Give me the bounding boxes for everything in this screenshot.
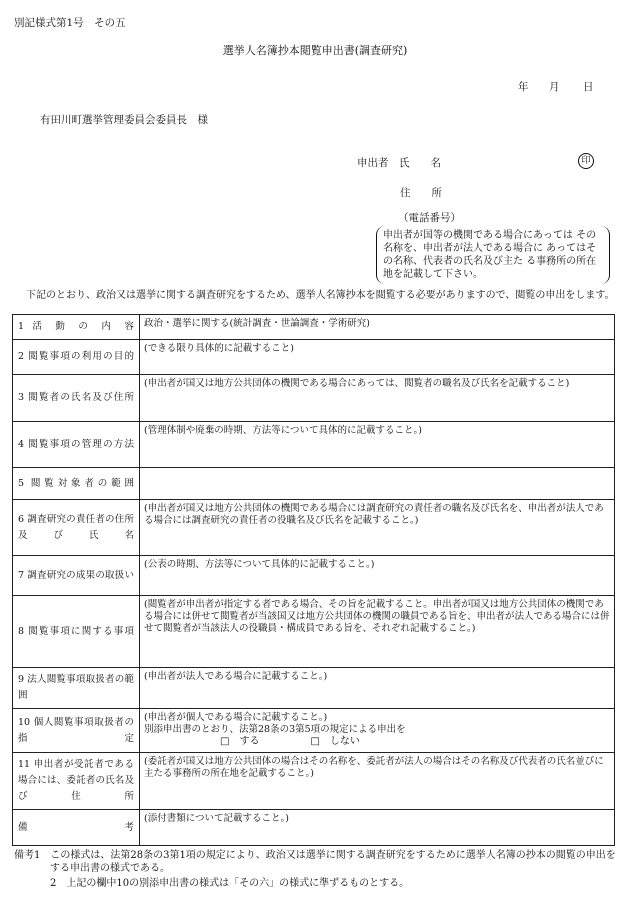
applicant-phone-label: （電話番号） <box>398 212 461 224</box>
date-month: 月 <box>549 81 560 93</box>
row-label: 4 閲覧事項の管理の方法 <box>13 422 140 468</box>
table-row <box>13 375 615 422</box>
table-row <box>13 709 615 753</box>
row-content[interactable] <box>140 468 615 500</box>
row-content[interactable]: (管理体制や廃棄の時期、方法等について具体的に記載すること。) <box>140 422 615 468</box>
applicant-note: 申出者が国等の機関である場合にあっては その名称を、申出者が法人である場合に あってはその名称、代表者の氏名及び主た る事務所の所在地を記載して下さい。 <box>376 226 610 284</box>
table-row <box>13 500 615 556</box>
row-content[interactable]: (閲覧者が申出者が指定する者である場合、その旨を記載すること。申出者が国又は地方公共団体の機関である場合には併せて閲覧者が当該国又は地方公共団体の機関の職員である旨を、申出者が法人である場合には併せて閲覧者が当該法人の役職員・構成員である旨を、それぞれ記載すること。) <box>140 596 615 668</box>
row-label: 11 申出者が受託者である場合には、委託者の氏名及び住所 <box>13 753 140 810</box>
date-year: 年 <box>518 81 529 93</box>
table-row <box>13 596 615 668</box>
form-number: 別記様式第1号 その五 <box>14 17 126 29</box>
row-content[interactable]: (申出者が国又は地方公共団体の機関である場合には調査研究の責任者の職名及び氏名を、申出者が法人である場合には調査研究の責任者の役職名及び氏名を記載すること。) <box>140 500 615 556</box>
row-label: 1 活 動 の 内 容 <box>13 315 140 340</box>
notes <box>14 849 618 890</box>
note-2: 2 上記の欄中10の別添申出書の様式は「その六」の様式に準ずるものとする。 <box>50 878 410 889</box>
applicant-name-label: 申出者 氏 名 <box>357 157 441 169</box>
row-content <box>140 709 615 753</box>
table-row <box>13 468 615 500</box>
table-row <box>13 753 615 810</box>
row-label: 3 閲覧者の氏名及び住所 <box>13 375 140 422</box>
row-content-text: 別添申出書のとおり、法第28条の3第5項の規定による申出を <box>144 724 406 735</box>
application-table <box>12 314 615 846</box>
row-content[interactable]: (公表の時期、方法等について具体的に記載すること。) <box>140 556 615 596</box>
row-label: 7 調査研究の成果の取扱い <box>13 556 140 596</box>
row-content[interactable]: (委託者が国又は地方公共団体の場合はその名称を、委託者が法人の場合はその名称及び代表者の氏名並びに主たる事務所の所在地を記載すること。) <box>140 753 615 810</box>
table-row <box>13 556 615 596</box>
option-yes-checkbox[interactable]: □ する <box>220 736 260 747</box>
table-row <box>13 422 615 468</box>
row-content[interactable]: (申出者が国又は地方公共団体の機関である場合にあっては、閲覧者の職名及び氏名を記載すること) <box>140 375 615 422</box>
row-content[interactable]: (申出者が法人である場合に記載すること。) <box>140 668 615 709</box>
row-content[interactable]: (できる限り具体的に記載すること) <box>140 340 615 375</box>
date-day: 日 <box>583 81 594 93</box>
row-label: 5 閲覧対象者の範囲 <box>13 468 140 500</box>
row-label: 6 調査研究の責任者の住所及び氏名 <box>13 500 140 556</box>
row-label: 8 閲覧事項に関する事項 <box>13 596 140 668</box>
table-row <box>13 315 615 340</box>
addressee: 有田川町選挙管理委員会委員長 様 <box>40 114 208 126</box>
row-label: 備 考 <box>13 810 140 846</box>
note-1: 備考1 この様式は、法第28条の3第1項の規定により、政治又は選挙に関する調査研究をするために選挙人名簿の抄本の閲覧の申出をする申出書の様式である。 <box>14 850 616 874</box>
page-title: 選挙人名簿抄本閲覧申出書(調査研究) <box>222 44 408 57</box>
applicant-address-label: 住 所 <box>400 187 442 199</box>
row-label: 2 閲覧事項の利用の目的 <box>13 340 140 375</box>
table-row <box>13 668 615 709</box>
table-row <box>13 340 615 375</box>
row-content-note: (申出者が個人である場合に記載すること。) <box>144 712 328 723</box>
intro-text: 下記のとおり、政治又は選挙に関する調査研究をするため、選挙人名簿抄本を閲覧する必要がありますので、閲覧の申出をします。 <box>26 290 615 301</box>
option-no-checkbox[interactable]: □ しない <box>310 736 360 747</box>
row-label: 10 個人閲覧事項取扱者の指定 <box>13 709 140 753</box>
table-row <box>13 810 615 846</box>
row-label: 9 法人閲覧事項取扱者の範囲 <box>13 668 140 709</box>
row-content[interactable]: (添付書類について記載すること。) <box>140 810 615 846</box>
seal-mark: 印 <box>578 153 594 169</box>
row-content[interactable]: 政治・選挙に関する(統計調査・世論調査・学術研究) <box>140 315 615 340</box>
